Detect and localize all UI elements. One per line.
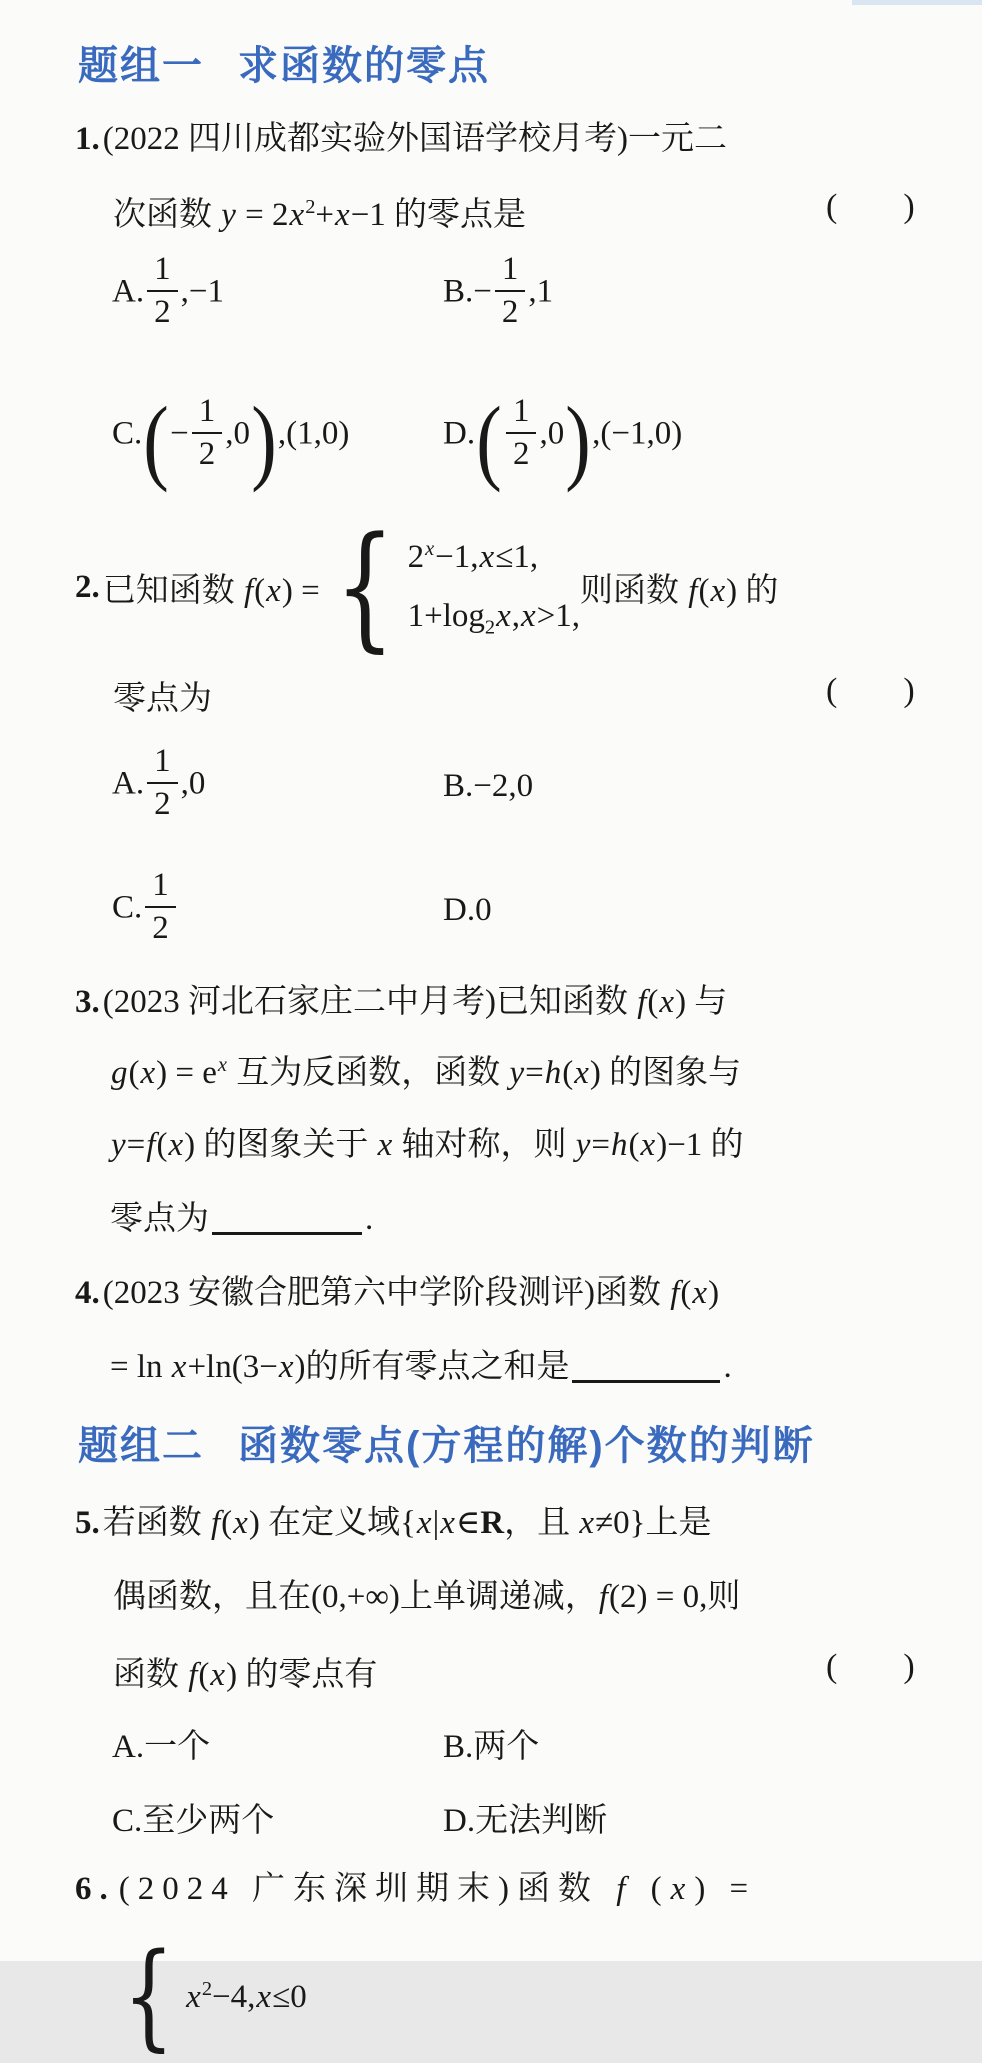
photo-edge-strip bbox=[852, 0, 982, 5]
problem-2-line-1 bbox=[75, 508, 779, 666]
group-1-title: 求函数的零点 bbox=[238, 44, 490, 88]
problem-2-line-2: 零点为 bbox=[113, 681, 212, 717]
problem-2-option-b: B.−2,0 bbox=[443, 768, 534, 804]
group-2-label: 题组二 bbox=[78, 1424, 204, 1468]
problem-2-option-a: A. $\frac{1}{2}$ ,0 bbox=[112, 743, 206, 822]
group-1-label: 题组一 bbox=[78, 44, 204, 88]
problem-2-answer-parentheses: ( ) bbox=[826, 672, 915, 709]
problem-5-option-d: D.无法判断 bbox=[443, 1803, 608, 1839]
problem-2-after: 则函数 f(x) 的 bbox=[580, 572, 779, 609]
problem-1-option-c: C.(− $\frac{1}{2}$ ,0),(1,0) bbox=[112, 387, 350, 494]
problem-2-option-d: D.0 bbox=[443, 892, 492, 928]
problem-2-option-c: C. $\frac{1}{2}$ bbox=[112, 866, 179, 948]
problem-3-line-4: 零点为 . bbox=[110, 1201, 374, 1237]
piecewise-case-1: $2^x-1,x\le 1$, bbox=[407, 538, 539, 575]
problem-5-stem-1: 若函数 f(x) 在定义域{x|x∈R，且 x≠0}上是 bbox=[102, 1505, 712, 1541]
piecewise-cases bbox=[402, 538, 581, 639]
problem-2-intro: 已知函数 f(x) = bbox=[102, 572, 320, 609]
piecewise-case-2: $1+\log_2x,x>1$, bbox=[407, 598, 581, 639]
problem-5-option-b: B.两个 bbox=[443, 1729, 540, 1765]
problem-3-stem-1: (2023 河北石家庄二中月考)已知函数 f(x) 与 bbox=[102, 984, 728, 1020]
problem-1-option-d: D.( $\frac{1}{2}$ ,0),(−1,0) bbox=[443, 387, 683, 494]
problem-6-number: 6. bbox=[75, 1871, 116, 1907]
problem-5-number: 5. bbox=[75, 1505, 100, 1541]
problem-2-number: 2. bbox=[75, 568, 100, 605]
problem-1-stem-1: (2022 四川成都实验外国语学校月考)一元二 bbox=[102, 121, 727, 157]
problem-5-line-2: 偶函数，且在(0,+∞)上单调递减，f(2) = 0,则 bbox=[113, 1579, 741, 1615]
problem-1-option-b: B.− $\frac{1}{2}$ ,1 bbox=[443, 251, 554, 330]
piecewise-cases bbox=[179, 1979, 307, 2016]
problem-5-option-a: A.一个 bbox=[112, 1729, 211, 1765]
group-2-title: 函数零点(方程的解)个数的判断 bbox=[238, 1424, 815, 1468]
problem-5-line-1 bbox=[75, 1496, 711, 1543]
problem-1-stem-2: 次函数 $y = 2x^2+x-1$ 的零点是 bbox=[113, 196, 527, 233]
problem-3-line-2: $g(x) = e^x$ 互为反函数，函数 y=h(x) 的图象与 bbox=[111, 1054, 742, 1091]
problem-1-line-2 bbox=[113, 188, 526, 235]
problem-1-number: 1. bbox=[75, 121, 100, 157]
problem-4-number: 4. bbox=[75, 1275, 100, 1311]
problem-5-line-3: 函数 f(x) 的零点有 bbox=[113, 1657, 378, 1693]
problem-4-line-2: = ln x+ln(3−x)的所有零点之和是 . bbox=[110, 1349, 732, 1385]
problem-1-line-1 bbox=[75, 112, 727, 159]
group-1-heading bbox=[78, 34, 490, 91]
problem-3-line-3: y=f(x) 的图象关于 x 轴对称，则 y=h(x)−1 的 bbox=[111, 1127, 744, 1163]
piecewise-brace: { bbox=[122, 1929, 175, 2063]
problem-5-option-c: C.至少两个 bbox=[112, 1803, 275, 1839]
problem-5-answer-parentheses: ( ) bbox=[826, 1648, 915, 1685]
problem-6-line-1 bbox=[75, 1862, 756, 1909]
problem-1-option-a: A. $\frac{1}{2}$ ,−1 bbox=[112, 251, 224, 330]
problem-6-stem-1: (2024 广东深圳期末)函数 f (x) = bbox=[118, 1871, 757, 1907]
problem-3-number: 3. bbox=[75, 984, 100, 1020]
problem-1-answer-parentheses: ( ) bbox=[826, 188, 915, 225]
group-2-heading bbox=[78, 1414, 815, 1471]
problem-6-line-2 bbox=[110, 1929, 307, 2063]
problem-3-line-1 bbox=[75, 975, 727, 1022]
piecewise-case-1: $x^2-4,x\le 0$ bbox=[186, 1977, 307, 2015]
problem-4-line-1 bbox=[75, 1266, 719, 1313]
problem-4-stem-1: (2023 安徽合肥第六中学阶段测评)函数 f(x) bbox=[102, 1275, 720, 1311]
piecewise-brace: { bbox=[334, 508, 395, 666]
